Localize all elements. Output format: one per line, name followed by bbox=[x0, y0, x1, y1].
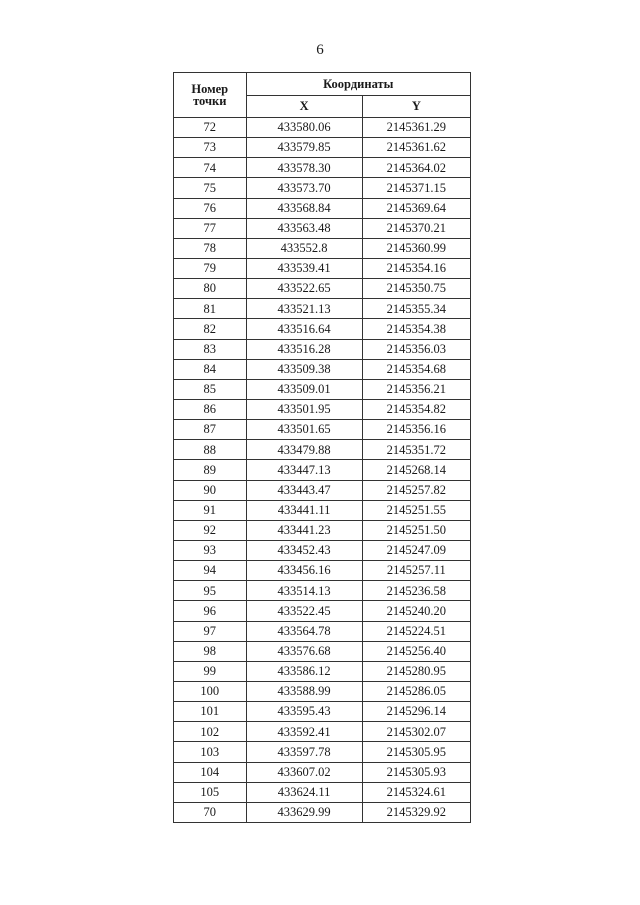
cell-point-number: 102 bbox=[174, 722, 247, 742]
cell-y: 2145355.34 bbox=[362, 299, 470, 319]
cell-point-number: 105 bbox=[174, 782, 247, 802]
cell-y: 2145356.03 bbox=[362, 339, 470, 359]
cell-x: 433564.78 bbox=[246, 621, 362, 641]
cell-x: 433441.23 bbox=[246, 520, 362, 540]
table-row bbox=[174, 279, 471, 299]
table-row bbox=[174, 218, 471, 238]
cell-point-number: 86 bbox=[174, 399, 247, 419]
cell-point-number: 74 bbox=[174, 158, 247, 178]
cell-x: 433595.43 bbox=[246, 702, 362, 722]
table-row bbox=[174, 379, 471, 399]
cell-point-number: 87 bbox=[174, 420, 247, 440]
cell-x: 433501.95 bbox=[246, 399, 362, 419]
cell-y: 2145251.55 bbox=[362, 500, 470, 520]
cell-point-number: 104 bbox=[174, 762, 247, 782]
table-row bbox=[174, 258, 471, 278]
cell-y: 2145364.02 bbox=[362, 158, 470, 178]
header-coordinates: Координаты bbox=[246, 73, 470, 96]
table-row bbox=[174, 661, 471, 681]
cell-point-number: 80 bbox=[174, 279, 247, 299]
cell-x: 433514.13 bbox=[246, 581, 362, 601]
table-row bbox=[174, 118, 471, 138]
table-row bbox=[174, 198, 471, 218]
cell-y: 2145256.40 bbox=[362, 641, 470, 661]
cell-point-number: 92 bbox=[174, 520, 247, 540]
cell-point-number: 81 bbox=[174, 299, 247, 319]
cell-x: 433441.11 bbox=[246, 500, 362, 520]
table-row bbox=[174, 399, 471, 419]
cell-x: 433501.65 bbox=[246, 420, 362, 440]
cell-y: 2145302.07 bbox=[362, 722, 470, 742]
table-row bbox=[174, 681, 471, 701]
cell-y: 2145286.05 bbox=[362, 681, 470, 701]
table-row bbox=[174, 702, 471, 722]
cell-point-number: 78 bbox=[174, 238, 247, 258]
cell-point-number: 88 bbox=[174, 440, 247, 460]
cell-point-number: 98 bbox=[174, 641, 247, 661]
cell-x: 433516.28 bbox=[246, 339, 362, 359]
coordinates-table bbox=[173, 72, 471, 823]
cell-y: 2145329.92 bbox=[362, 802, 470, 822]
cell-x: 433629.99 bbox=[246, 802, 362, 822]
cell-point-number: 84 bbox=[174, 359, 247, 379]
table-row bbox=[174, 722, 471, 742]
cell-x: 433552.8 bbox=[246, 238, 362, 258]
cell-x: 433522.65 bbox=[246, 279, 362, 299]
table-row bbox=[174, 178, 471, 198]
cell-y: 2145356.21 bbox=[362, 379, 470, 399]
cell-point-number: 100 bbox=[174, 681, 247, 701]
cell-point-number: 76 bbox=[174, 198, 247, 218]
table-row bbox=[174, 359, 471, 379]
cell-point-number: 82 bbox=[174, 319, 247, 339]
cell-x: 433521.13 bbox=[246, 299, 362, 319]
cell-point-number: 85 bbox=[174, 379, 247, 399]
table-row bbox=[174, 299, 471, 319]
cell-y: 2145257.11 bbox=[362, 561, 470, 581]
cell-y: 2145305.95 bbox=[362, 742, 470, 762]
cell-y: 2145356.16 bbox=[362, 420, 470, 440]
table-row bbox=[174, 561, 471, 581]
table-row bbox=[174, 762, 471, 782]
cell-y: 2145251.50 bbox=[362, 520, 470, 540]
cell-point-number: 70 bbox=[174, 802, 247, 822]
table-row bbox=[174, 319, 471, 339]
cell-y: 2145369.64 bbox=[362, 198, 470, 218]
table-row bbox=[174, 420, 471, 440]
cell-y: 2145247.09 bbox=[362, 540, 470, 560]
cell-y: 2145354.82 bbox=[362, 399, 470, 419]
cell-point-number: 79 bbox=[174, 258, 247, 278]
cell-y: 2145257.82 bbox=[362, 480, 470, 500]
cell-point-number: 93 bbox=[174, 540, 247, 560]
cell-x: 433597.78 bbox=[246, 742, 362, 762]
table-row bbox=[174, 520, 471, 540]
cell-point-number: 96 bbox=[174, 601, 247, 621]
cell-y: 2145224.51 bbox=[362, 621, 470, 641]
table-row bbox=[174, 238, 471, 258]
cell-y: 2145236.58 bbox=[362, 581, 470, 601]
cell-x: 433447.13 bbox=[246, 460, 362, 480]
table-row bbox=[174, 782, 471, 802]
cell-point-number: 103 bbox=[174, 742, 247, 762]
table-row bbox=[174, 480, 471, 500]
cell-x: 433578.30 bbox=[246, 158, 362, 178]
cell-x: 433452.43 bbox=[246, 540, 362, 560]
cell-x: 433443.47 bbox=[246, 480, 362, 500]
table-row bbox=[174, 460, 471, 480]
cell-x: 433563.48 bbox=[246, 218, 362, 238]
cell-y: 2145361.62 bbox=[362, 138, 470, 158]
cell-point-number: 77 bbox=[174, 218, 247, 238]
cell-y: 2145324.61 bbox=[362, 782, 470, 802]
cell-x: 433522.45 bbox=[246, 601, 362, 621]
cell-point-number: 95 bbox=[174, 581, 247, 601]
cell-point-number: 97 bbox=[174, 621, 247, 641]
table-row bbox=[174, 601, 471, 621]
cell-point-number: 90 bbox=[174, 480, 247, 500]
header-row bbox=[174, 73, 471, 96]
cell-y: 2145280.95 bbox=[362, 661, 470, 681]
cell-y: 2145360.99 bbox=[362, 238, 470, 258]
header-x: X bbox=[246, 96, 362, 118]
table-row bbox=[174, 138, 471, 158]
cell-point-number: 73 bbox=[174, 138, 247, 158]
cell-x: 433573.70 bbox=[246, 178, 362, 198]
page-number: 6 bbox=[316, 42, 324, 58]
table-row bbox=[174, 742, 471, 762]
table-row bbox=[174, 339, 471, 359]
cell-x: 433509.01 bbox=[246, 379, 362, 399]
cell-point-number: 89 bbox=[174, 460, 247, 480]
cell-x: 433607.02 bbox=[246, 762, 362, 782]
cell-y: 2145354.16 bbox=[362, 258, 470, 278]
cell-point-number: 94 bbox=[174, 561, 247, 581]
cell-y: 2145296.14 bbox=[362, 702, 470, 722]
cell-y: 2145350.75 bbox=[362, 279, 470, 299]
table-header bbox=[174, 73, 471, 118]
cell-x: 433588.99 bbox=[246, 681, 362, 701]
table-row bbox=[174, 641, 471, 661]
cell-point-number: 83 bbox=[174, 339, 247, 359]
table-row bbox=[174, 802, 471, 822]
cell-x: 433516.64 bbox=[246, 319, 362, 339]
cell-point-number: 75 bbox=[174, 178, 247, 198]
cell-x: 433579.85 bbox=[246, 138, 362, 158]
cell-point-number: 72 bbox=[174, 118, 247, 138]
cell-y: 2145354.68 bbox=[362, 359, 470, 379]
cell-x: 433539.41 bbox=[246, 258, 362, 278]
table-row bbox=[174, 540, 471, 560]
table-row bbox=[174, 621, 471, 641]
cell-y: 2145305.93 bbox=[362, 762, 470, 782]
cell-y: 2145240.20 bbox=[362, 601, 470, 621]
cell-y: 2145370.21 bbox=[362, 218, 470, 238]
cell-x: 433479.88 bbox=[246, 440, 362, 460]
table-row bbox=[174, 581, 471, 601]
cell-y: 2145361.29 bbox=[362, 118, 470, 138]
table-row bbox=[174, 158, 471, 178]
cell-point-number: 91 bbox=[174, 500, 247, 520]
cell-x: 433456.16 bbox=[246, 561, 362, 581]
table-row bbox=[174, 440, 471, 460]
cell-y: 2145371.15 bbox=[362, 178, 470, 198]
cell-x: 433586.12 bbox=[246, 661, 362, 681]
cell-x: 433624.11 bbox=[246, 782, 362, 802]
cell-x: 433576.68 bbox=[246, 641, 362, 661]
cell-y: 2145354.38 bbox=[362, 319, 470, 339]
table-body bbox=[174, 118, 471, 823]
cell-point-number: 99 bbox=[174, 661, 247, 681]
cell-y: 2145268.14 bbox=[362, 460, 470, 480]
cell-x: 433592.41 bbox=[246, 722, 362, 742]
cell-point-number: 101 bbox=[174, 702, 247, 722]
cell-x: 433580.06 bbox=[246, 118, 362, 138]
cell-x: 433509.38 bbox=[246, 359, 362, 379]
header-point-number: Номер точки bbox=[174, 73, 247, 118]
header-y: Y bbox=[362, 96, 470, 118]
cell-x: 433568.84 bbox=[246, 198, 362, 218]
cell-y: 2145351.72 bbox=[362, 440, 470, 460]
table-row bbox=[174, 500, 471, 520]
